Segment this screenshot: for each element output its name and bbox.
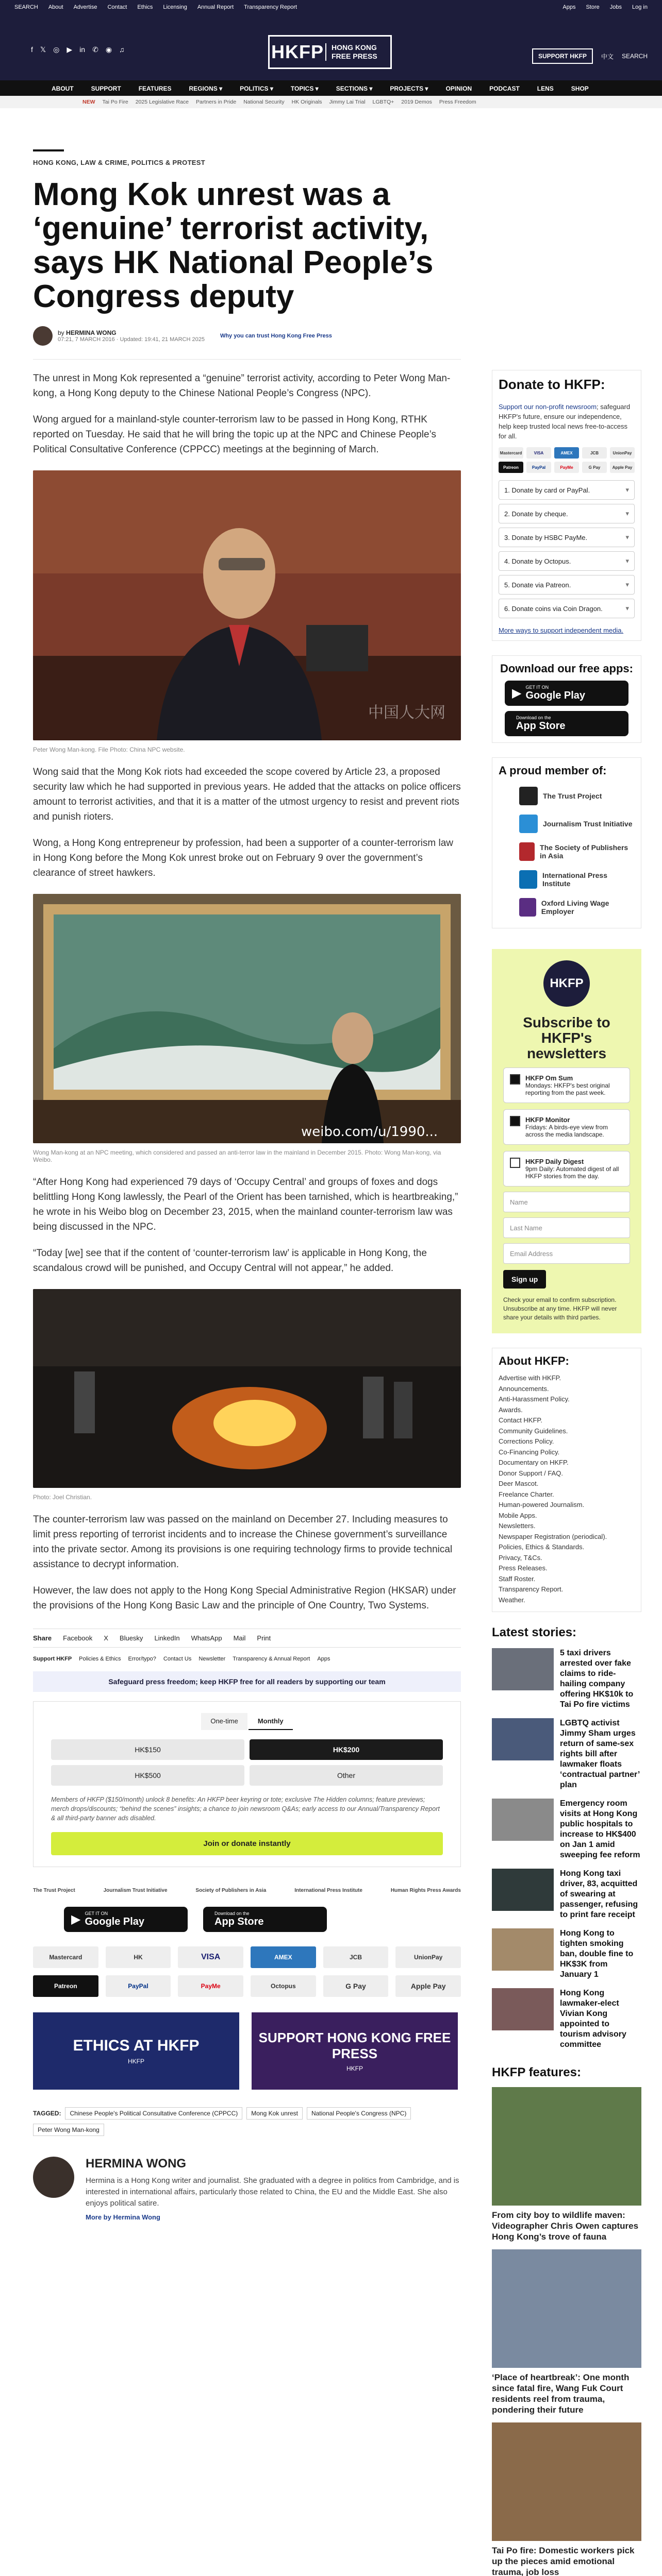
- nav-sections[interactable]: SECTIONS ▾: [336, 85, 373, 92]
- donate-title: Donate to HKFP:: [499, 377, 605, 392]
- sopa-logo[interactable]: Society of Publishers in Asia: [195, 1888, 267, 1893]
- more-by-author-link[interactable]: More by Hermina Wong: [86, 2213, 160, 2221]
- store-small: GET IT ON: [525, 685, 549, 690]
- login-link[interactable]: Log in: [632, 4, 648, 10]
- jobs-link[interactable]: Jobs: [609, 4, 622, 10]
- signup-button[interactable]: Sign up: [503, 1270, 546, 1289]
- logo-mark: HKFP: [271, 41, 324, 62]
- linkedin-icon[interactable]: in: [79, 45, 86, 54]
- share-whatsapp-button[interactable]: WhatsApp: [191, 1634, 222, 1642]
- about-link[interactable]: Awards.: [499, 1405, 523, 1414]
- member-name: Oxford Living Wage Employer: [541, 899, 609, 916]
- divider: [33, 149, 64, 151]
- about-link[interactable]: Freelance Charter.: [499, 1490, 554, 1498]
- option-desc: Fridays: A birds-eye view from across the media landscape.: [525, 1124, 608, 1138]
- share-bar: [33, 1629, 461, 1648]
- tiktok-icon[interactable]: ♫: [119, 45, 125, 54]
- social-links: [31, 45, 125, 54]
- checkbox-checked[interactable]: [510, 1116, 520, 1126]
- google-play-button[interactable]: [64, 1907, 188, 1932]
- method-label: 4. Donate by Octopus.: [504, 557, 571, 565]
- trending-item[interactable]: 2019 Demos: [401, 99, 432, 105]
- google-play-icon: ▶: [71, 1912, 81, 1926]
- member-logo[interactable]: [519, 898, 635, 917]
- paragraph: “Today [we] see that if the content of ‘counter-terrorism law’ is applicable in Hong Kong, the scandalous crowd will be punished, and Occupy Central will not appear,” he added.: [33, 1248, 427, 1274]
- feature-title[interactable]: Tai Po fire: Domestic workers pick up the pieces amid emotional trauma, job loss: [492, 2546, 635, 2576]
- subscribe-title: Subscribe to HKFP's newsletters: [523, 1014, 610, 1061]
- story-title[interactable]: LGBTQ activist Jimmy Sham urges return of same-sex rights bill after lawmaker floats ‘contractual partner’ plan: [560, 1719, 640, 1789]
- tag-list: [33, 2107, 461, 2136]
- checkbox-unchecked[interactable]: [510, 1158, 520, 1168]
- email-input[interactable]: Email Address: [503, 1243, 630, 1264]
- google-pay-icon: G Pay: [582, 462, 607, 473]
- donate-method[interactable]: [499, 480, 635, 500]
- store-small: GET IT ON: [85, 1911, 108, 1916]
- method-label: 6. Donate coins via Coin Dragon.: [504, 604, 603, 613]
- app-store-button[interactable]: [203, 1907, 327, 1932]
- join-donate-button[interactable]: Join or donate instantly: [51, 1832, 443, 1855]
- transparency-report-link[interactable]: Transparency & Annual Report: [233, 1656, 310, 1662]
- photo-npc-meeting: [33, 894, 461, 1143]
- trending-item[interactable]: Tai Po Fire: [102, 99, 128, 105]
- donate-method[interactable]: [499, 528, 635, 547]
- policies-link[interactable]: Policies & Ethics: [79, 1656, 121, 1662]
- image-watermark: 中国人大网: [368, 704, 445, 722]
- trending-item[interactable]: Jimmy Lai Trial: [329, 99, 366, 105]
- ipi-logo[interactable]: International Press Institute: [294, 1888, 362, 1893]
- newsletter-link[interactable]: Newsletter: [198, 1656, 226, 1662]
- photo-peter-wong: [33, 470, 461, 740]
- tag[interactable]: Mong Kok unrest: [246, 2107, 303, 2120]
- promo-sub: HKFP: [127, 2058, 144, 2065]
- nav-regions[interactable]: REGIONS ▾: [189, 85, 223, 92]
- membership-note: Members of HKFP ($150/month) unlock 8 benefits: An HKFP beer keyring or tote; exclusive The Hidden columns; feature previews; merch drops/discounts; “behind the scenes” insights; a chance to join newsroom Q&As; early access to our Annual/Transparency Report & all third-party banner ads disabled.: [51, 1796, 440, 1822]
- member-logo[interactable]: [519, 842, 635, 861]
- trust-project-logo[interactable]: The Trust Project: [33, 1888, 75, 1893]
- about-link[interactable]: Transparency Report.: [499, 1585, 564, 1593]
- about-link[interactable]: Documentary on HKFP.: [499, 1459, 569, 1466]
- member-name: Journalism Trust Initiative: [543, 820, 633, 828]
- donate-method[interactable]: [499, 575, 635, 595]
- share-label: Share: [33, 1634, 52, 1642]
- about-link[interactable]: Donor Support / FAQ.: [499, 1469, 564, 1477]
- article: [33, 149, 461, 2221]
- hkfp-badge: HKFP: [543, 960, 590, 1007]
- donate-method[interactable]: [499, 599, 635, 618]
- support-promo[interactable]: [252, 2012, 458, 2090]
- story-thumbnail[interactable]: [492, 1799, 554, 1841]
- apple-pay-icon: Apple Pay: [395, 1975, 461, 1997]
- donate-pay-icons: [499, 447, 635, 473]
- apple-pay-icon: Apple Pay: [610, 462, 635, 473]
- threads-icon[interactable]: ◉: [105, 45, 112, 54]
- store-big: Google Play: [525, 690, 586, 701]
- option-desc: 9pm Daily: Automated digest of all HKFP stories from the day.: [525, 1165, 619, 1180]
- tag[interactable]: Chinese People's Political Consultative Conference (CPPCC): [65, 2107, 242, 2120]
- photo-mong-kok-fire: [33, 1289, 461, 1488]
- apps-link[interactable]: Apps: [562, 4, 576, 10]
- about-link[interactable]: Newsletters.: [499, 1522, 536, 1530]
- donate-box: [33, 1701, 461, 1867]
- mastercard-icon: Mastercard: [33, 1946, 98, 1968]
- latest-story[interactable]: [492, 1928, 641, 1980]
- features-widget: [492, 2065, 641, 2576]
- payme-icon: PayMe: [554, 462, 579, 473]
- x-icon[interactable]: 𝕏: [40, 45, 46, 54]
- paragraph: “After Hong Kong had experienced 79 days of ‘Occupy Central’ and groups of foxes and dogs belittling Hong Kong lawlessly, the Pearl of the Orient has been tarnished, which is heartbreaking,” he wrote in his Weibo blog on December 23, 2015, when the mainland counter-terrorism law was being discussed in the NPC.: [33, 1177, 458, 1232]
- about-link[interactable]: Weather.: [499, 1596, 525, 1604]
- promo-sub: HKFP: [346, 2065, 363, 2072]
- store-big: App Store: [516, 720, 566, 732]
- chevron-down-icon: ▾: [625, 533, 629, 541]
- header-search-button[interactable]: SEARCH: [621, 53, 648, 60]
- about-widget: [492, 1348, 641, 1612]
- feature-image[interactable]: [492, 2087, 641, 2206]
- share-x-button[interactable]: X: [104, 1634, 108, 1642]
- method-label: 1. Donate by card or PayPal.: [504, 486, 590, 494]
- trending-item[interactable]: 2025 Legislative Race: [135, 99, 189, 105]
- trending-bar: [0, 96, 662, 108]
- store-link[interactable]: Store: [586, 4, 600, 10]
- features-title: HKFP features:: [492, 2065, 581, 2079]
- member-widget: [492, 757, 641, 928]
- paragraph: The unrest in Mong Kok represented a “genuine” terrorist activity, according to Peter Wong Man-kong, a Hong Kong deputy to the Chinese National People’s Congress (NPC).: [33, 373, 451, 399]
- about-link[interactable]: Newspaper Registration (periodical).: [499, 1532, 607, 1540]
- ethics-link[interactable]: Ethics: [137, 4, 153, 10]
- newsletter-widget: [492, 949, 641, 1333]
- story-thumbnail[interactable]: [492, 1928, 554, 1971]
- whatsapp-icon[interactable]: ✆: [92, 45, 98, 54]
- option-title: HKFP Daily Digest: [525, 1158, 584, 1165]
- nav-politics[interactable]: POLITICS ▾: [240, 85, 273, 92]
- share-facebook-button[interactable]: Facebook: [63, 1634, 93, 1642]
- contact-link[interactable]: Contact: [107, 4, 127, 10]
- support-link[interactable]: Support HKFP: [33, 1656, 72, 1662]
- story-title[interactable]: Emergency room visits at Hong Kong public hospitals to increase to HK$400 on Jan 1 amid sweeping fee reform: [560, 1799, 640, 1859]
- contact-us-link[interactable]: Contact Us: [163, 1656, 192, 1662]
- tab-one-time[interactable]: One-time: [201, 1713, 247, 1730]
- newsletter-option[interactable]: [503, 1067, 630, 1103]
- donate-widget: [492, 370, 641, 641]
- paypal-icon: PayPal: [106, 1975, 171, 1997]
- nav-podcast[interactable]: PODCAST: [489, 85, 520, 92]
- feature-title[interactable]: ‘Place of heartbreak’: One month since fatal fire, Wang Fuk Court residents reel from trauma, pondering their future: [492, 2372, 630, 2415]
- mastercard-icon: Mastercard: [499, 447, 523, 459]
- donate-banner[interactable]: Safeguard press freedom; keep HKFP free for all readers by supporting our team: [33, 1671, 461, 1692]
- weibo-watermark: weibo.com/u/1990...: [301, 1124, 438, 1140]
- method-label: 2. Donate by cheque.: [504, 510, 568, 518]
- option-title: HKFP Om Sum: [525, 1074, 573, 1082]
- main-nav: [0, 80, 662, 96]
- about-link[interactable]: Mobile Apps.: [499, 1511, 537, 1519]
- tags-label: TAGGED:: [33, 2110, 61, 2117]
- app-store-button[interactable]: [505, 711, 628, 736]
- error-link[interactable]: Error/typo?: [128, 1656, 156, 1662]
- feature-image[interactable]: [492, 2249, 641, 2368]
- latest-story[interactable]: [492, 1799, 641, 1860]
- latest-story[interactable]: [492, 1869, 641, 1920]
- patreon-icon: Patreon: [33, 1975, 98, 1997]
- chevron-down-icon: ▾: [625, 486, 629, 494]
- advertise-link[interactable]: Advertise: [73, 4, 97, 10]
- unionpay-icon: UnionPay: [610, 447, 635, 459]
- payme-icon: PayMe: [178, 1975, 243, 1997]
- about-link[interactable]: Staff Roster.: [499, 1574, 536, 1583]
- unionpay-icon: UnionPay: [395, 1946, 461, 1968]
- share-mail-button[interactable]: Mail: [233, 1634, 246, 1642]
- tab-monthly[interactable]: Monthly: [249, 1713, 293, 1730]
- store-big: Google Play: [85, 1916, 145, 1927]
- photo-caption: Photo: Joel Christian.: [33, 1494, 92, 1501]
- story-thumbnail[interactable]: [492, 1648, 554, 1690]
- apps-title: Download our free apps:: [500, 662, 633, 675]
- option-title: HKFP Monitor: [525, 1116, 570, 1124]
- logo-text: [325, 43, 377, 61]
- article-title: Mong Kok unrest was a ‘genuine’ terrorist activity, says HK National People’s Congress deputy: [33, 177, 434, 314]
- paypal-icon: PayPal: [526, 462, 551, 473]
- partner-logos: [33, 1888, 461, 1893]
- language-link[interactable]: 中文: [601, 53, 614, 60]
- story-title[interactable]: Hong Kong to tighten smoking ban, double fine to HK$3K from January 1: [560, 1929, 634, 1979]
- about-link[interactable]: Anti-Harassment Policy.: [499, 1395, 570, 1403]
- chevron-down-icon: ▾: [625, 557, 629, 565]
- share-linkedin-button[interactable]: LinkedIn: [154, 1634, 180, 1642]
- feature-image[interactable]: [492, 2422, 641, 2541]
- nav-features[interactable]: FEATURES: [138, 85, 172, 92]
- author-box-name[interactable]: HERMINA WONG: [86, 2157, 187, 2171]
- hrpa-logo[interactable]: Human Rights Press Awards: [390, 1888, 461, 1893]
- article-categories[interactable]: HONG KONG, LAW & CRIME, POLITICS & PROTEST: [33, 159, 205, 166]
- amex-icon: AMEX: [251, 1946, 316, 1968]
- trending-item[interactable]: National Security: [243, 99, 285, 105]
- about-link[interactable]: Press Releases.: [499, 1564, 548, 1572]
- apps-widget: [492, 655, 641, 743]
- byline: [33, 326, 461, 346]
- site-header: [0, 14, 662, 80]
- method-label: 5. Donate via Patreon.: [504, 581, 571, 589]
- nav-lens[interactable]: LENS: [537, 85, 554, 92]
- share-print-button[interactable]: Print: [257, 1634, 271, 1642]
- paragraph: Wong said that the Mong Kok riots had exceeded the scope covered by Article 23, a proposed security law which he had supported in previous years. He added that the attacks on police officers amount to terrorist activities, and that it is a matter of the utmost urgency to resist and prevent riots and punish rioters.: [33, 767, 461, 822]
- latest-widget: [492, 1625, 641, 2050]
- more-ways-link[interactable]: More ways to support independent media.: [499, 626, 624, 634]
- octopus-icon: Octopus: [251, 1975, 316, 1997]
- support-links: [33, 1656, 461, 1662]
- jcb-icon: JCB: [323, 1946, 389, 1968]
- newsletter-option[interactable]: [503, 1151, 630, 1187]
- nav-support[interactable]: SUPPORT: [91, 85, 121, 92]
- donate-methods: [499, 480, 635, 618]
- about-link[interactable]: Human-powered Journalism.: [499, 1501, 585, 1509]
- about-list: [499, 1373, 635, 1605]
- amex-icon: AMEX: [554, 447, 579, 459]
- facebook-icon[interactable]: f: [31, 45, 33, 54]
- promo-title: SUPPORT HONG KONG FREE PRESS: [258, 2030, 451, 2061]
- amount-option[interactable]: HK$200: [250, 1739, 443, 1760]
- photo-caption: Peter Wong Man-kong. File Photo: China NPC website.: [33, 746, 185, 753]
- subscribe-note: Check your email to confirm subscription. Unsubscribe at any time. HKFP will never share your details with third parties.: [503, 1296, 617, 1321]
- latest-story[interactable]: [492, 1648, 641, 1710]
- option-desc: Mondays: HKFP's best original reporting from the past week.: [525, 1082, 610, 1096]
- youtube-icon[interactable]: ▶: [67, 45, 73, 54]
- chevron-down-icon: ▾: [625, 604, 629, 612]
- nonprofit-link[interactable]: Support our non-profit newsroom: [499, 403, 597, 411]
- member-title: A proud member of:: [499, 764, 607, 777]
- story-thumbnail[interactable]: [492, 1718, 554, 1760]
- latest-story[interactable]: [492, 1988, 641, 2050]
- member-logo[interactable]: [519, 815, 635, 833]
- article-body: [33, 359, 461, 1613]
- member-name: The Society of Publishers in Asia: [540, 843, 628, 860]
- about-link[interactable]: Announcements.: [499, 1384, 549, 1393]
- nav-projects[interactable]: PROJECTS ▾: [390, 85, 428, 92]
- amount-option[interactable]: HK$500: [51, 1765, 244, 1786]
- about-title: About HKFP:: [499, 1354, 569, 1367]
- support-hkfp-button[interactable]: SUPPORT HKFP: [532, 48, 593, 64]
- about-link[interactable]: Co-Financing Policy.: [499, 1448, 560, 1456]
- story-title[interactable]: Hong Kong taxi driver, 83, acquitted of swearing at passenger, refusing to print fare receipt: [560, 1869, 638, 1919]
- sidebar: [492, 370, 641, 2576]
- google-pay-icon: G Pay: [323, 1975, 389, 1997]
- photo-caption: Wong Man-kong at an NPC meeting, which considered and passed an anti-terror law in the mainland in December 2015. Photo: Wong Man-kong, via Weibo.: [33, 1149, 441, 1163]
- nav-opinion[interactable]: OPINION: [445, 85, 472, 92]
- apps-footer-link[interactable]: Apps: [317, 1656, 330, 1662]
- about-link[interactable]: Community Guidelines.: [499, 1427, 568, 1435]
- visa-icon: VISA: [526, 447, 551, 459]
- store-small: Download on the: [516, 715, 551, 720]
- logo-line1: HONG KONG: [332, 43, 377, 52]
- jti-logo[interactable]: Journalism Trust Initiative: [103, 1888, 168, 1893]
- amount-option[interactable]: Other: [250, 1765, 443, 1786]
- story-title[interactable]: 5 taxi drivers arrested over fake claims to ride-hailing company offering HK$10k to Tai Po fire victims: [560, 1649, 634, 1709]
- logo-line2: FREE PRESS: [332, 52, 377, 60]
- search-link[interactable]: SEARCH: [14, 4, 38, 10]
- feature-title[interactable]: From city boy to wildlife maven: Videographer Chris Owen captures Hong Kong’s trove of fauna: [492, 2210, 639, 2242]
- nav-about[interactable]: ABOUT: [52, 85, 74, 92]
- story-title[interactable]: Hong Kong lawmaker-elect Vivian Kong appointed to tourism advisory committee: [560, 1989, 626, 2049]
- about-link[interactable]: Corrections Policy.: [499, 1437, 554, 1445]
- tag[interactable]: Peter Wong Man-kong: [33, 2124, 104, 2136]
- author-avatar[interactable]: [33, 326, 53, 346]
- about-link[interactable]: About: [48, 4, 63, 10]
- tag[interactable]: National People's Congress (NPC): [307, 2107, 411, 2120]
- member-name: International Press Institute: [542, 871, 607, 888]
- google-play-button[interactable]: [505, 681, 628, 706]
- last-name-input[interactable]: Last Name: [503, 1217, 630, 1238]
- store-small: Download on the: [214, 1911, 250, 1916]
- paragraph: However, the law does not apply to the Hong Kong Special Administrative Region (HKSAR) under the provisions of the Hong Kong Basic Law and the principle of One Country, Two Systems.: [33, 1585, 456, 1611]
- site-logo[interactable]: [268, 35, 392, 69]
- about-link[interactable]: Advertise with HKFP.: [499, 1374, 561, 1382]
- nav-topics[interactable]: TOPICS ▾: [290, 85, 319, 92]
- member-name: The Trust Project: [543, 792, 602, 800]
- hk-icon: HK: [106, 1946, 171, 1968]
- instagram-icon[interactable]: ◎: [53, 45, 60, 54]
- share-bluesky-button[interactable]: Bluesky: [119, 1634, 143, 1642]
- about-link[interactable]: Deer Mascot.: [499, 1480, 539, 1487]
- member-logo[interactable]: [519, 787, 635, 805]
- about-link[interactable]: Policies, Ethics & Standards.: [499, 1543, 585, 1551]
- payment-badges: [33, 1946, 461, 1997]
- latest-story[interactable]: [492, 1718, 641, 1790]
- visa-icon: VISA: [178, 1946, 243, 1968]
- paragraph: Wong argued for a mainland-style counter-terrorism law to be passed in Hong Kong, RTHK reported on Tuesday. He said that he will bring the topic up at the NPC and Chinese People’s Political Consultative Conference (CPPCC) meetings at the beginning of March.: [33, 414, 436, 455]
- paragraph: Wong, a Hong Kong entrepreneur by profession, had been a supporter of a counter-terrorism law in Hong Kong before the Mong Kok unrest broke out on February 9 over the government’s clearance of street hawkers.: [33, 838, 454, 878]
- annual-report-link[interactable]: Annual Report: [197, 4, 234, 10]
- transparency-link[interactable]: Transparency Report: [244, 4, 297, 10]
- patreon-icon: Patreon: [499, 462, 523, 473]
- by-label: by: [58, 329, 64, 336]
- promo-title: ETHICS AT HKFP: [73, 2037, 200, 2054]
- name-input[interactable]: Name: [503, 1192, 630, 1212]
- checkbox-checked[interactable]: [510, 1074, 520, 1084]
- latest-title: Latest stories:: [492, 1625, 577, 1639]
- author-bio: Hermina is a Hong Kong writer and journalist. She graduated with a degree in politics from Cambridge, and is interested in international affairs, particularly those related to China, the EU and the Middle East. She also enjoys political satire.: [86, 2176, 459, 2208]
- story-thumbnail[interactable]: [492, 1988, 554, 2030]
- paragraph: The counter-terrorism law was passed on the mainland on December 27. Including measures to limit press reporting of terrorist incidents and to increase the Chinese government’s surveillance into the private sector. Among its provisions is one requiring technology firms to provide technical assistance to decrypt information.: [33, 1514, 453, 1570]
- store-big: App Store: [214, 1916, 264, 1927]
- new-label: NEW: [82, 99, 95, 105]
- chevron-down-icon: ▾: [625, 510, 629, 517]
- amount-option[interactable]: HK$150: [51, 1739, 244, 1760]
- story-thumbnail[interactable]: [492, 1869, 554, 1911]
- donate-intro: ; safeguard HKFP's future, ensure our independence, help keep trusted local news free-to-access for all.: [499, 403, 631, 440]
- licensing-link[interactable]: Licensing: [163, 4, 187, 10]
- chevron-down-icon: ▾: [625, 581, 629, 588]
- utility-bar: [0, 0, 662, 14]
- trust-badge[interactable]: Why you can trust Hong Kong Free Press: [220, 333, 332, 339]
- author-name[interactable]: HERMINA WONG: [66, 329, 117, 336]
- trending-item[interactable]: Partners in Pride: [196, 99, 237, 105]
- article-dates: 07:21, 7 MARCH 2016 · Updated: 19:41, 21 MARCH 2025: [58, 336, 205, 343]
- trending-item[interactable]: Press Freedom: [439, 99, 476, 105]
- member-logo[interactable]: [519, 870, 635, 889]
- trending-item[interactable]: HK Originals: [291, 99, 322, 105]
- ethics-promo[interactable]: [33, 2012, 239, 2090]
- donate-method[interactable]: [499, 551, 635, 571]
- trending-item[interactable]: LGBTQ+: [372, 99, 394, 105]
- author-photo[interactable]: [33, 2157, 74, 2198]
- nav-shop[interactable]: SHOP: [571, 85, 589, 92]
- newsletter-option[interactable]: [503, 1109, 630, 1145]
- author-box: [33, 2157, 461, 2221]
- jcb-icon: JCB: [582, 447, 607, 459]
- about-link[interactable]: Contact HKFP.: [499, 1416, 543, 1424]
- about-link[interactable]: Privacy, T&Cs.: [499, 1553, 542, 1562]
- method-label: 3. Donate by HSBC PayMe.: [504, 533, 588, 541]
- google-play-icon: ▶: [512, 686, 522, 700]
- donate-method[interactable]: [499, 504, 635, 523]
